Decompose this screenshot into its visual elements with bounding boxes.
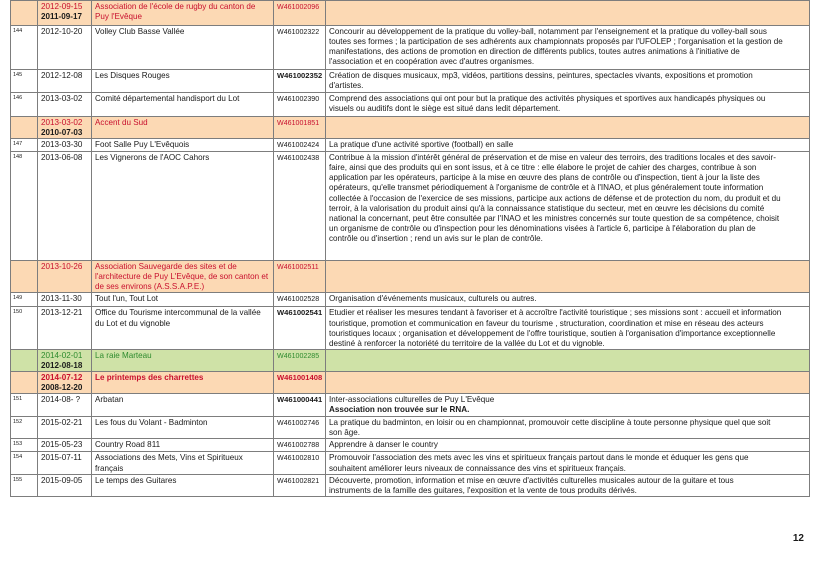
association-name: Office du Tourisme intercommunal de la vallée du Lot et du vignoble (92, 307, 274, 349)
purpose-line: Concourir au développement de la pratique du volley-ball, notamment par l'enseignement et la pratique du volley-ball sous (329, 27, 767, 36)
association-name: Foot Salle Puy L'Evêquois (92, 139, 274, 152)
associations-table-body (11, 1, 810, 497)
row-number: 151 (11, 394, 38, 417)
date-primary: 2014-07-12 (41, 373, 83, 383)
date-primary: 2015-07-11 (41, 453, 82, 463)
rna-code: W461002438 (274, 152, 326, 261)
purpose-line: Etudier et réaliser les mesures tendant à favoriser et à accroître l'activité touristique ; ses missions sont : accueil et information (329, 308, 782, 318)
purpose-line: Promouvoir l'association des mets avec les vins et spiritueux français partout dans le monde et éduquer les gens que (329, 453, 749, 463)
rna-code: W461002541 (274, 307, 326, 349)
row-number (11, 349, 38, 371)
association-name: Les fous du Volant - Badminton (92, 417, 274, 439)
association-name: Les Disques Rouges (92, 70, 274, 93)
row-number: 144 (11, 26, 38, 70)
row-number: 153 (11, 439, 38, 452)
purpose-line: Organisation d'événements musicaux, culturels ou autres. (329, 294, 537, 304)
row-date (38, 372, 92, 394)
table-row (11, 349, 810, 371)
association-purpose (326, 349, 810, 371)
association-name: Tout l'un, Tout Lot (92, 293, 274, 307)
row-date (38, 307, 92, 349)
row-date (38, 152, 92, 261)
purpose-line: Création de disques musicaux, mp3, vidéos, partitions dessins, peintures, spectacles vivants, expositions et promotion (329, 71, 753, 80)
table-row (11, 452, 810, 474)
row-number: 155 (11, 474, 38, 496)
purpose-line: contrôle ou d'insertion ; rend un avis sur le plan de contrôle. (329, 233, 543, 243)
purpose-line: national la concernant, peut être consultée par l'INAO et les ministres concernés sur toute question de sa compétence, choisit (329, 213, 780, 223)
purpose-line: visuels ou auditifs dont le siège est situé dans ledit département. (329, 104, 561, 114)
table-row (11, 394, 810, 417)
purpose-line: Apprendre à danser le country (329, 440, 438, 450)
rna-code: W461002821 (274, 474, 326, 496)
date-primary: 2012-12-08 (41, 71, 83, 80)
purpose-line: collectée à l'occasion de l'exercice de ses missions, participe aux actions de défense et de protection du nom, du produit et du (329, 193, 781, 203)
purpose-line: destiné à renforcer la notoriété du territoire de la vallée du Lot et du vignoble. (329, 338, 605, 348)
table-row (11, 372, 810, 394)
association-purpose (326, 474, 810, 496)
purpose-line: souhaitent améliorer leurs niveaux de connaissance des vins et spiritueux français. (329, 463, 626, 473)
table-row (11, 261, 810, 293)
purpose-note: Association non trouvée sur le RNA. (329, 405, 470, 415)
purpose-line: touristiques locaux ; organisation et développement de l'offre touristique, soutien à l'organisation d'importance exceptionnelle (329, 328, 776, 338)
row-number (11, 117, 38, 139)
association-table-page (10, 0, 809, 497)
association-purpose (326, 261, 810, 293)
rna-code: W461002746 (274, 417, 326, 439)
purpose-line: touristique, promotion et communication en faveur du tourisme , structuration, coordination et mise en réseau des acteurs (329, 318, 764, 328)
purpose-line: faire, ainsi que des produits qui en sont issus, et à ce titre : elle élabore le projet de cahier des charges, contribue à son (329, 163, 757, 173)
table-row (11, 293, 810, 307)
date-primary: 2013-10-26 (41, 262, 83, 272)
purpose-line: Contribue à la mission d'intérêt général de préservation et de mise en valeur des terroirs, des traditions locales et des savoir- (329, 153, 776, 163)
associations-table (10, 0, 810, 497)
date-secondary: 2010-07-03 (41, 128, 83, 138)
date-primary: 2013-03-30 (41, 140, 83, 150)
row-date (38, 474, 92, 496)
date-primary: 2012-10-20 (41, 27, 83, 36)
rna-code: W461002788 (274, 439, 326, 452)
date-primary: 2013-03-02 (41, 94, 83, 103)
date-primary: 2012-09-15 (41, 2, 83, 11)
table-row (11, 474, 810, 496)
row-date (38, 117, 92, 139)
association-name: Volley Club Basse Vallée (92, 26, 274, 70)
table-row (11, 1, 810, 26)
purpose-line: d'artistes. (329, 81, 364, 91)
row-date (38, 261, 92, 293)
rna-code: W461002285 (274, 349, 326, 371)
rna-code: W461000441 (274, 394, 326, 417)
association-name: Accent du Sud (92, 117, 274, 139)
row-number: 146 (11, 93, 38, 117)
row-number: 147 (11, 139, 38, 152)
row-date (38, 93, 92, 117)
date-primary: 2013-06-08 (41, 153, 83, 163)
rna-code: W461002810 (274, 452, 326, 474)
date-primary: 2015-05-23 (41, 440, 83, 450)
purpose-line: Découverte, promotion, information et mise en œuvre d'activités culturelles musicales autour de la guitare et tous (329, 475, 734, 485)
table-row (11, 417, 810, 439)
row-number: 145 (11, 70, 38, 93)
rna-code: W461002322 (274, 26, 326, 70)
purpose-line: Inter-associations culturelles de Puy L'Evêque (329, 395, 495, 405)
purpose-line: Comprend des associations qui ont pour but la pratique des activités physiques et sportives aux handicapés physiques ou (329, 94, 766, 103)
association-purpose (326, 417, 810, 439)
association-purpose (326, 452, 810, 474)
association-name: Association Sauvegarde des sites et de l'architecture de Puy L'Evêque, de son canton et de ses environs (A.S.S.A.P.E.) (92, 261, 274, 293)
purpose-line: instruments de la famille des guitares, l'exposition et la vente de tous produits dérivés. (329, 485, 637, 495)
association-purpose (326, 117, 810, 139)
association-purpose (326, 70, 810, 93)
association-purpose (326, 26, 810, 70)
association-name: Associations des Mets, Vins et Spiritueux français (92, 452, 274, 474)
association-purpose (326, 439, 810, 452)
association-name: La raie Marteau (92, 349, 274, 371)
purpose-line: La pratique d'une activité sportive (football) en salle (329, 140, 514, 150)
purpose-line: opérateurs, qu'elle transmet périodiquement à l'organisme de contrôle et à l'INAO, et plus généralement toute information (329, 183, 764, 193)
association-name: Association de l'école de rugby du canton de Puy l'Evêque (92, 1, 274, 26)
table-row (11, 439, 810, 452)
row-date (38, 417, 92, 439)
rna-code: W461002352 (274, 70, 326, 93)
date-primary: 2014-02-01 (41, 350, 83, 360)
row-number: 150 (11, 307, 38, 349)
purpose-line: l'association et en coopération avec d'autres organismes. (329, 57, 535, 67)
date-primary: 2015-02-21 (41, 418, 83, 428)
purpose-line: manifestations, des actions de promotion en direction de différents publics, toutes autres animations à l'initiative de (329, 47, 740, 57)
table-row (11, 93, 810, 117)
table-row (11, 117, 810, 139)
table-row (11, 152, 810, 261)
purpose-line: La pratique du badminton, en loisir ou en championnat, promouvoir cette discipline à toute personne physique quel que soit (329, 418, 771, 428)
rna-code: W461002096 (274, 1, 326, 26)
row-date (38, 70, 92, 93)
date-secondary: 2011-09-17 (41, 12, 82, 22)
purpose-line: son âge. (329, 428, 361, 438)
row-date (38, 139, 92, 152)
association-name: Le temps des Guitares (92, 474, 274, 496)
row-number: 149 (11, 293, 38, 307)
association-name: Comité départemental handisport du Lot (92, 93, 274, 117)
page-number: 12 (792, 533, 804, 544)
rna-code: W461001408 (274, 372, 326, 394)
table-row (11, 26, 810, 70)
rna-code: W461002390 (274, 93, 326, 117)
rna-code: W461001851 (274, 117, 326, 139)
date-primary: 2013-11-30 (41, 294, 82, 304)
row-number: 148 (11, 152, 38, 261)
purpose-line: un organisme de contrôle ou d'inspection pour les dénominations visées à l'article 6, participe à l'élaboration du plan de (329, 223, 756, 233)
row-date (38, 394, 92, 417)
row-number: 152 (11, 417, 38, 439)
association-purpose (326, 139, 810, 152)
date-primary: 2015-09-05 (41, 475, 83, 485)
association-purpose (326, 394, 810, 417)
date-secondary: 2012-08-18 (41, 360, 83, 370)
rna-code: W461002528 (274, 293, 326, 307)
association-purpose (326, 372, 810, 394)
table-row (11, 307, 810, 349)
association-name: Country Road 811 (92, 439, 274, 452)
row-number (11, 372, 38, 394)
row-number: 154 (11, 452, 38, 474)
rna-code: W461002511 (274, 261, 326, 293)
association-purpose (326, 293, 810, 307)
association-purpose (326, 1, 810, 26)
purpose-line: terroir, à la valorisation du produit ainsi qu'à la connaissance statistique du secteur, met en œuvre les décisions du comité (329, 203, 765, 213)
date-primary: 2014-08- ? (41, 395, 81, 405)
association-name: Les Vignerons de l'AOC Cahors (92, 152, 274, 261)
row-date (38, 293, 92, 307)
row-date (38, 1, 92, 26)
row-date (38, 452, 92, 474)
row-date (38, 349, 92, 371)
purpose-line: application par les opérateurs, participe à la mise en œuvre des plans de contrôle ou d'inspection, tient à jour la liste des (329, 173, 760, 183)
table-row (11, 70, 810, 93)
table-row (11, 139, 810, 152)
association-purpose (326, 152, 810, 261)
date-primary: 2013-03-02 (41, 118, 83, 127)
date-primary: 2013-12-21 (41, 308, 83, 318)
row-number (11, 1, 38, 26)
date-secondary: 2008-12-20 (41, 383, 83, 393)
purpose-line: toutes ses formes ; la participation de ses adhérents aux championnats proposés par l'UFOLEP ; l'organisation et la gestion de (329, 37, 783, 47)
association-name: Arbatan (92, 394, 274, 417)
row-number (11, 261, 38, 293)
row-date (38, 26, 92, 70)
row-date (38, 439, 92, 452)
association-purpose (326, 307, 810, 349)
association-name: Le printemps des charrettes (92, 372, 274, 394)
association-purpose (326, 93, 810, 117)
rna-code: W461002424 (274, 139, 326, 152)
